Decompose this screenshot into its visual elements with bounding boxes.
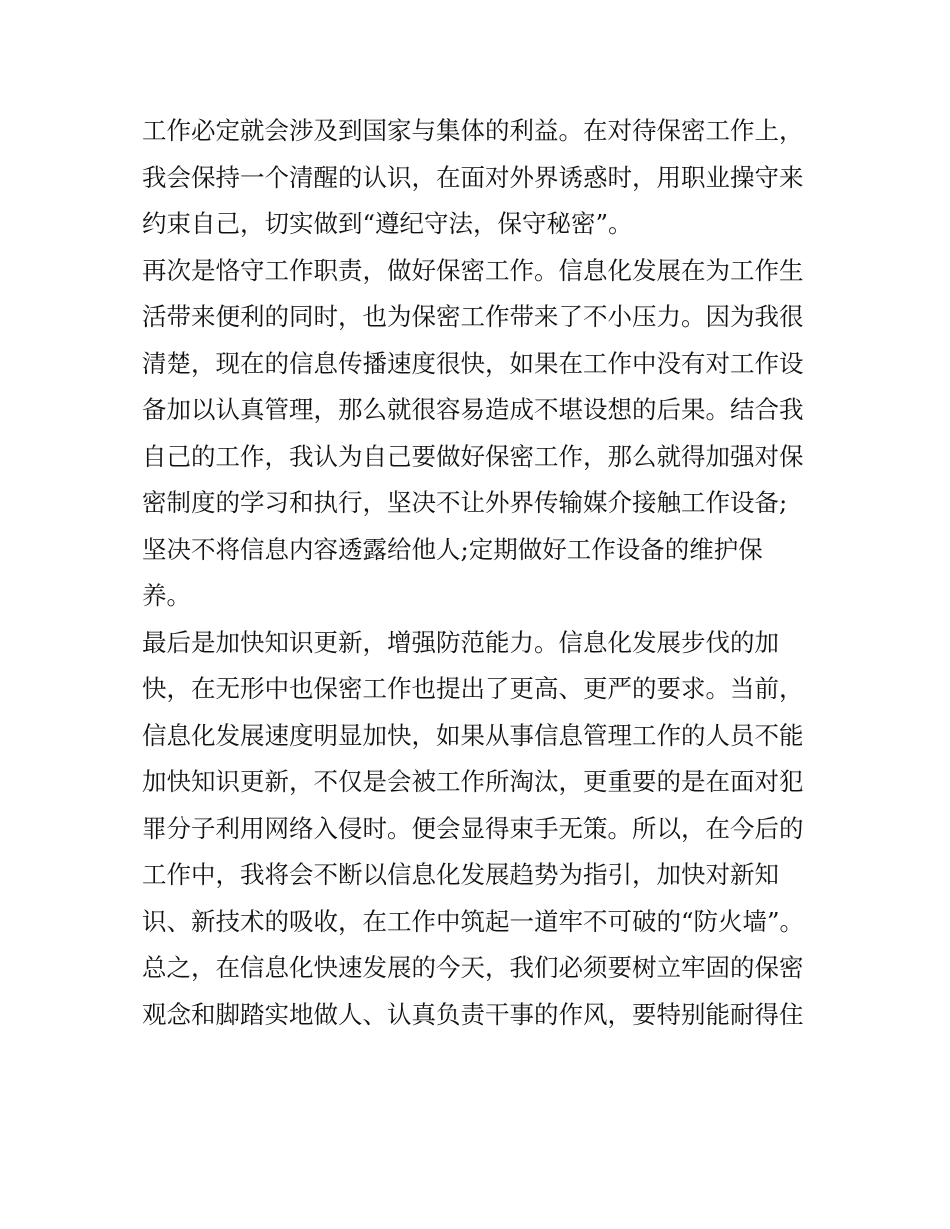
text-line: 信息化发展速度明显加快，如果从事信息管理工作的人员不能	[142, 720, 804, 750]
text-line: 约束自己，切实做到“遵纪守法，保守秘密”。	[142, 209, 633, 238]
text-line: 养。	[142, 581, 191, 610]
text-line: 快，在无形中也保密工作也提出了更高、更严的要求。当前，	[142, 674, 804, 703]
body-text	[142, 108, 822, 1038]
text-line: 密制度的学习和执行，坚决不让外界传输媒介接触工作设备;	[142, 488, 788, 517]
text-line: 总之，在信息化快速发展的今天，我们必须要树立牢固的保密	[142, 953, 804, 982]
text-line: 识、新技术的吸收，在工作中筑起一道牢不可破的“防火墙”。	[142, 906, 805, 936]
text-line: 备加以认真管理，那么就很容易造成不堪设想的后果。结合我	[142, 395, 804, 424]
text-line: 罪分子利用网络入侵时。便会显得束手无策。所以，在今后的	[142, 813, 804, 843]
text-line: 最后是加快知识更新，增强防范能力。信息化发展步伐的加	[142, 627, 779, 657]
text-line: 加快知识更新，不仅是会被工作所淘汰，更重要的是在面对犯	[142, 767, 804, 796]
text-line: 坚决不将信息内容透露给他人;定期做好工作设备的维护保	[142, 534, 763, 564]
text-line: 观念和脚踏实地做人、认真负责干事的作风，要特别能耐得住	[142, 999, 804, 1029]
text-line: 活带来便利的同时，也为保密工作带来了不小压力。因为我很	[142, 302, 804, 331]
text-line: 自己的工作，我认为自己要做好保密工作，那么就得加强对保	[142, 441, 804, 471]
text-line: 工作中，我将会不断以信息化发展趋势为指引，加快对新知	[142, 860, 779, 889]
text-line: 工作必定就会涉及到国家与集体的利益。在对待保密工作上，	[142, 116, 804, 145]
text-line: 再次是恪守工作职责，做好保密工作。信息化发展在为工作生	[142, 255, 804, 285]
text-line: 清楚，现在的信息传播速度很快，如果在工作中没有对工作设	[142, 348, 804, 378]
text-line: 我会保持一个清醒的认识，在面对外界诱惑时，用职业操守来	[142, 162, 804, 192]
